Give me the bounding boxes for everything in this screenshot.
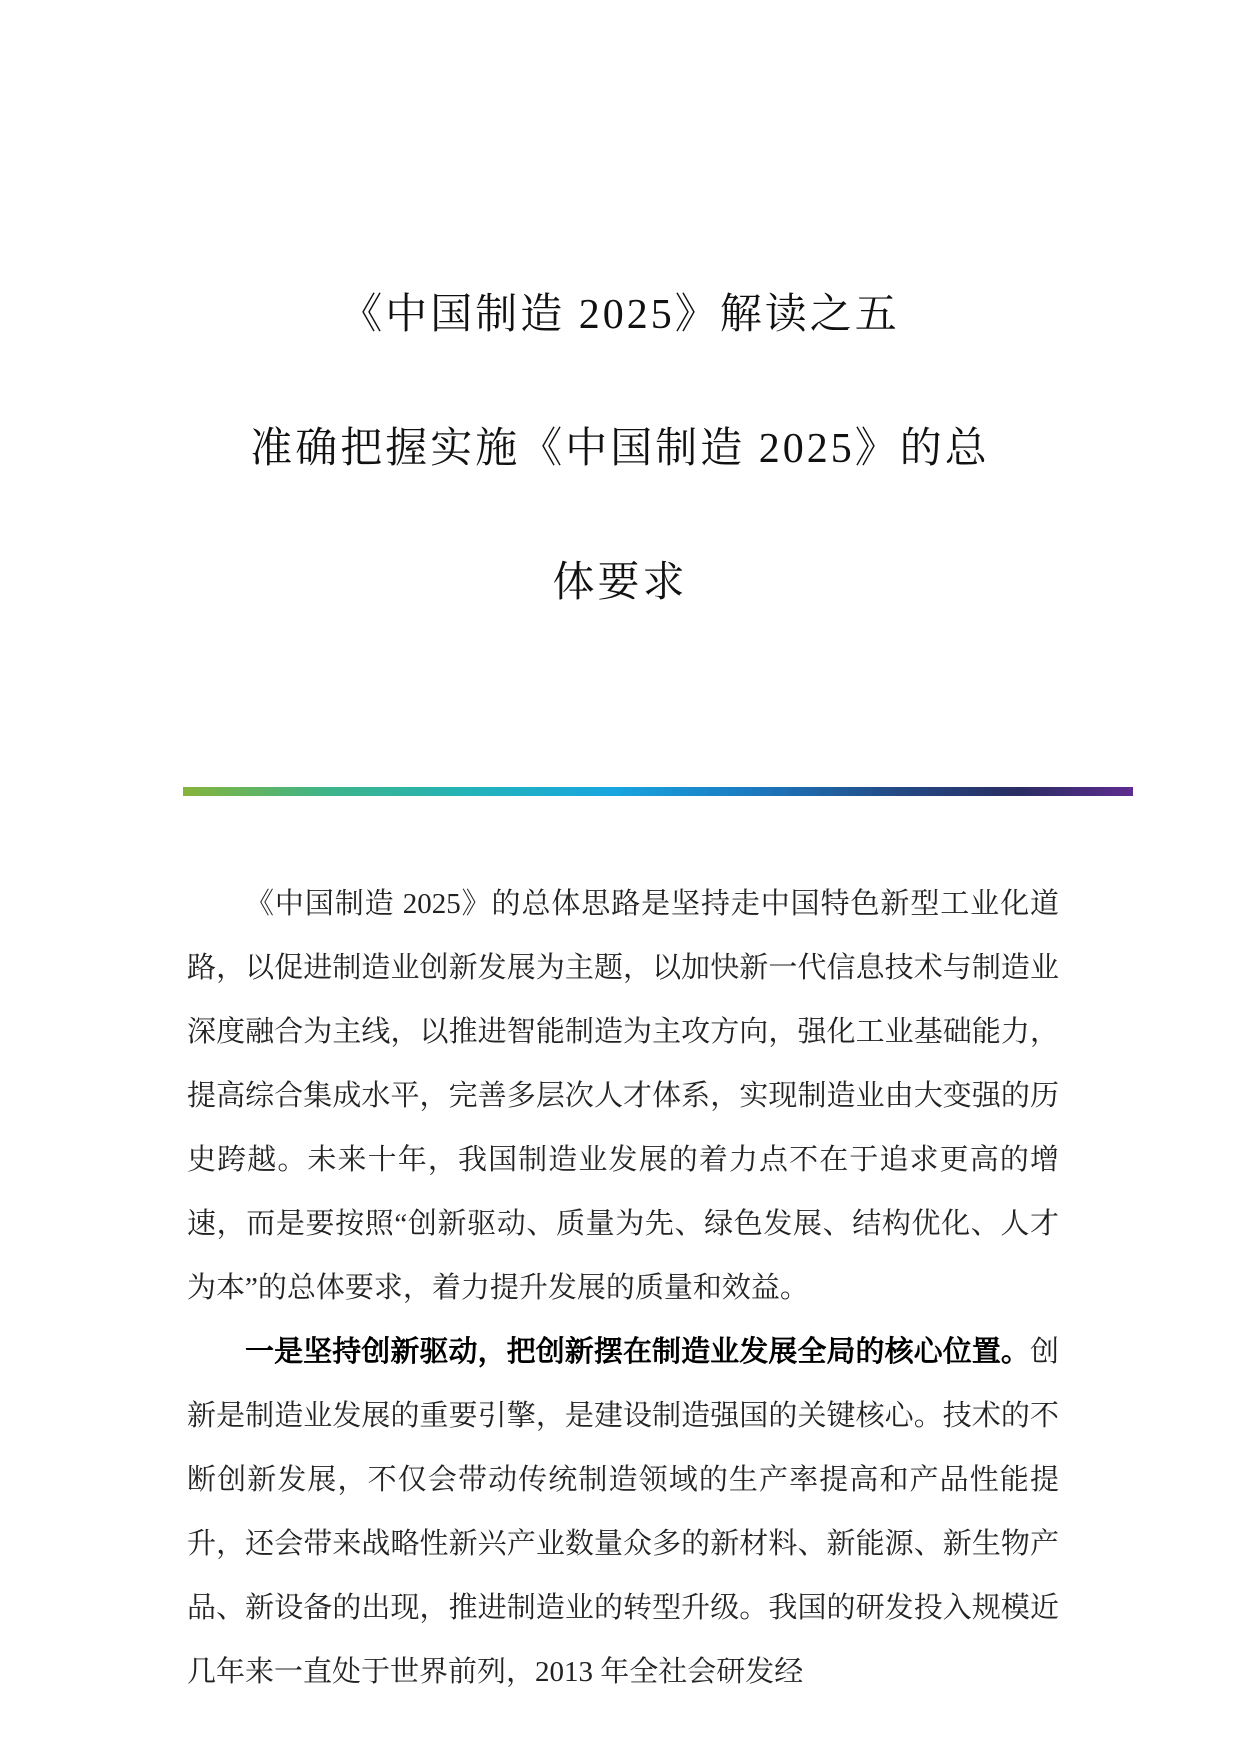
title-line-3: 体要求 xyxy=(552,560,688,606)
title-line-2: 准确把握实施《中国制造 2025》的总 xyxy=(250,426,990,472)
body-text xyxy=(187,872,1059,1704)
document-title xyxy=(0,248,1240,650)
paragraph xyxy=(187,872,1059,1320)
paragraph-text: 《中国制造 2025》的总体思路是坚持走中国特色新型工业化道路，以促进制造业创新发展为主题，以加快新一代信息技术与制造业深度融合为主线，以推进智能制造为主攻方向，强化工业基础能力，提高综合集成水平，完善多层次人才体系，实现制造业由大变强的历史跨越。未来十年，我国制造业发展的着力点不在于追求更高的增速，而是要按照“创新驱动、质量为先、绿色发展、结构优化、人才为本”的总体要求，着力提升发展的质量和效益。 xyxy=(187,888,1059,1304)
paragraph-text: 创新是制造业发展的重要引擎，是建设制造强国的关键核心。技术的不断创新发展，不仅会带动传统制造领域的生产率提高和产品性能提升，还会带来战略性新兴产业数量众多的新材料、新能源、新生物产品、新设备的出现，推进制造业的转型升级。我国的研发投入规模近几年来一直处于世界前列，2013 年全社会研发经 xyxy=(187,1336,1059,1688)
title-line-1: 《中国制造 2025》解读之五 xyxy=(340,292,900,338)
paragraph-lead-bold: 一是坚持创新驱动，把创新摆在制造业发展全局的核心位置。 xyxy=(245,1336,1030,1368)
paragraph xyxy=(187,1320,1059,1704)
section-divider xyxy=(183,787,1133,796)
